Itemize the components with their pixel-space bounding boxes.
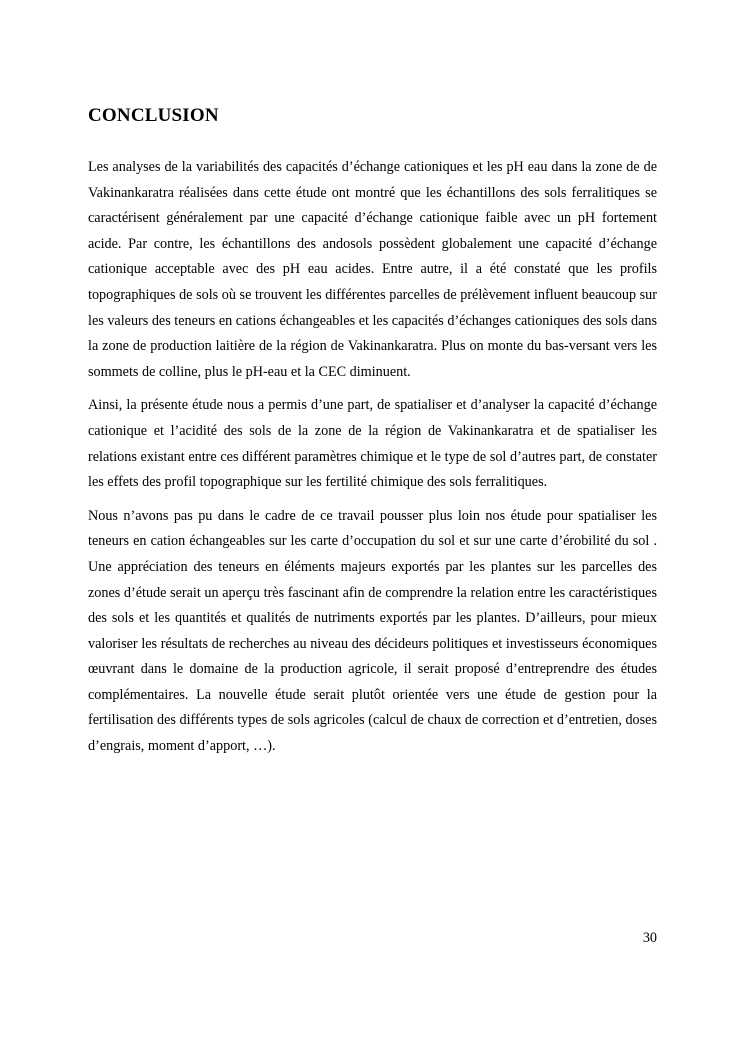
- paragraph-summary: Les analyses de la variabilités des capacités d’échange cationiques et les pH eau dans la zone de de Vakinankaratra réalisées dans cette étude ont montré que les échantillons des sols ferralitiques se caractérisent généralement par une capacité d’échange cationique faible avec un pH fortement acide. Par contre, les échantillons des andosols possèdent globalement une capacité d’échange cationique acceptable avec des pH eau acides. Entre autre, il a été constaté que les profils topographiques de sols où se trouvent les différentes parcelles de prélèvement influent beaucoup sur les valeurs des teneurs en cations échangeables et les capacités d’échanges cationiques des sols dans la zone de production laitière de la région de Vakinankaratra. Plus on monte du bas-versant vers les sommets de colline, plus le pH-eau et la CEC diminuent.: [88, 159, 657, 380]
- paragraph-perspectives: Nous n’avons pas pu dans le cadre de ce travail pousser plus loin nos étude pour spatialiser les teneurs en cation échangeables sur les carte d’occupation du sol et sur une carte d’érobilité du sol . Une appréciation des teneurs en éléments majeurs exportés par les plantes sur les parcelles des zones d’étude serait un aperçu très fascinant afin de comprendre la relation entre les caractéristiques des sols et les quantités et qualités de nutriments exportés par les plantes. D’ailleurs, pour mieux valoriser les résultats de recherches au niveau des décideurs politiques et investisseurs économiques œuvrant dans le domaine de la production agricole, il serait proposé d’entreprendre des études complémentaires. La nouvelle étude serait plutôt orientée vers une étude de gestion pour la fertilisation des différents types de sols agricoles (calcul de chaux de correction et d’entretien, doses d’engrais, moment d’apport, …).: [88, 507, 657, 755]
- section-title: CONCLUSION: [88, 105, 219, 126]
- page-number: 30: [642, 930, 657, 946]
- body-text: [88, 155, 657, 768]
- paragraph-contributions: Ainsi, la présente étude nous a permis d’une part, de spatialiser et d’analyser la capacité d’échange cationique et l’acidité des sols de la zone de la région de Vakinankaratra et de spatialiser les relations existant entre ces différent paramètres chimique et le type de sol d’autres part, de constater les effets des profil topographique sur les fertilité chimique des sols ferralitiques.: [88, 397, 657, 491]
